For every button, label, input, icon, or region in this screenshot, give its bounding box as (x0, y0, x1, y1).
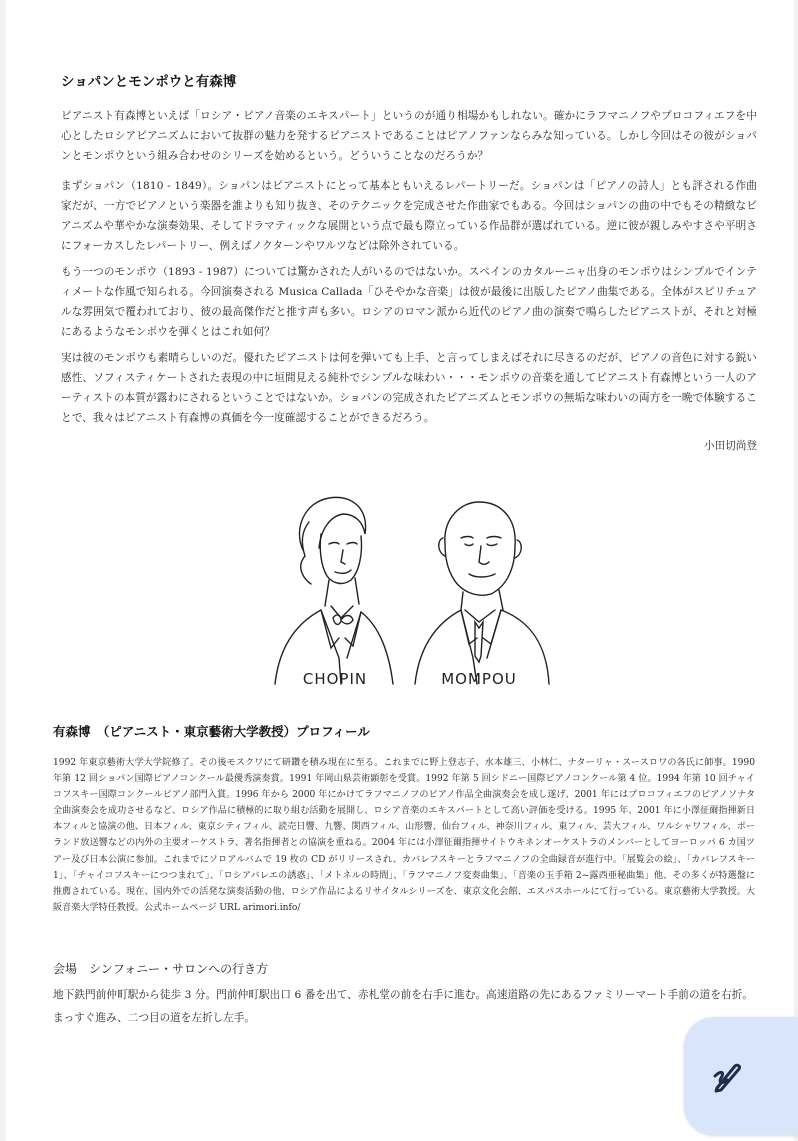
venue-title: 会場 シンフォニー・サロンへの行き方 (53, 962, 269, 976)
profile-title: 有森博 （ピアニスト・東京藝術大学教授）プロフィール (53, 724, 370, 739)
essay-author: 小田切尚登 (704, 440, 757, 452)
mompou-label: MOMPOU (441, 670, 517, 688)
annotate-button[interactable] (684, 1017, 798, 1135)
chopin-label: CHOPIN (302, 670, 368, 688)
profile-text: 1992 年東京藝術大学大学院修了。その後モスクワにて研鑽を積み現在に至る。これまでに野上登志子、水本雄三、小林仁、ナターリャ・スースロワの各氏に師事。1990 年第 12 回ショパン国際ピアノコンクール最優秀演奏賞。1991 年岡山県芸術顕彰を受賞。1992 年第 5 回シドニー国際ピアノコンクール第 4 位。1994 年第 10 回チャイコフスキー国際コンクールピアノ部門入賞。1996 年から 2000 年にかけてラフマニノフのピアノ作品全曲演奏会を成し遂げ、2001 年にはプロコフィエフのピアノソナタ全曲演奏会を成功させるなど、ロシア作品に積極的に取り組む活動を展開し、ロシア音楽のエキスパートとして高い評価を受ける。1995 年、2001 年に小澤征爾指揮新日本フィルと協演の他、日本フィル、東京シティフィル、読売日響、九響、関西フィル、山形響、仙台フィル、神奈川フィル、東フィル、芸大フィル、ワルシャワフィル、ポーランド放送響などの内外の主要オーケストラ、著名指揮者との協演を重ねる。2004 年には小澤征爾指揮サイトウキネンオーケストラのメンバーとしてヨーロッパ 6 カ国ツアー及び日本公演に参加。これまでにソロアルバムで 19 枚の CD がリリースされ、カバレフスキーとラフマニノフの全曲録音が進行中。「展覧会の絵」、「カバレフスキー1」、「チャイコフスキーにつつまれて」、「ロシアバレエの誘惑」、「メトネルの時間」、「ラフマニノフ変奏曲集」、「音楽の玉手箱 2~露西亜秘曲集」他、その多くが特選盤に推薦されている。現在、国内外での活発な演奏活動の他、ロシア作品によるリサイタルシリーズを、東京文化会館、エスパスホールにて行っている。東京藝術大学教授。大阪音楽大学特任教授。公式ホームページ URL arimori.info/ (53, 758, 755, 913)
portrait-illustration (265, 488, 555, 688)
pen-scribble-icon (711, 1058, 747, 1094)
essay-paragraph-3: もう一つのモンポウ（1893 - 1987）については驚かされた人がいるのではないか。スペインのカタルーニャ出身のモンポウはシンプルでインティメートな作風で知られる。今回演奏される Musica Callada「ひそやかな音楽」は彼が最後に出版したピアノ曲集である。全体がスピリチュアルな雰囲気で覆われており、彼の最高傑作だと推す声も多い。ロシアのロマン派から近代のピアノ曲の演奏で鳴らしたピアニストが、それと対極にあるようなモンポウを弾くとはこれ如何？ (61, 266, 757, 338)
page-edge-left (0, 0, 6, 1141)
venue-directions: 地下鉄門前仲町駅から徒歩 3 分。門前仲町駅出口 6 番を出て、赤札堂の前を右手に進む。高速道路の先にあるファミリーマート手前の道を右折。まっすぐ進み、二つ目の道を左折し左手。 (53, 989, 753, 1024)
essay-title: ショパンとモンポウと有森博 (61, 74, 237, 90)
essay-paragraph-1: ピアニスト有森博といえば「ロシア・ピアノ音楽のエキスパート」というのが通り相場かもしれない。確かにラフマニノフやプロコフィエフを中心としたロシアピアニズムにおいて抜群の魅力を発するピアニストであることはピアノファンならみな知っている。しかし今回はその彼がショパンとモンポウという組み合わせのシリーズを始めるという。どういうことなのだろうか？ (61, 110, 757, 162)
chopin-portrait (275, 497, 393, 684)
mompou-portrait (415, 502, 549, 684)
essay-paragraph-2: まずショパン（1810 - 1849）。ショパンはピアニストにとって基本ともいえるレパートリーだ。ショパンは「ピアノの詩人」とも評される作曲家だが、一方でピアノという楽器を誰よりも知り抜き、そのテクニックを完成させた作曲家でもある。今回はショパンの曲の中でもその精緻なピアニズムや華やかな演奏効果、そしてドラマティックな展開という点で最も際立っている作品群が選ばれている。逆に彼が親しみやすさや平明さにフォーカスしたレパートリー、例えばノクターンやワルツなどは除外されている。 (61, 180, 757, 252)
essay-paragraph-4: 実は彼のモンポウも素晴らしいのだ。優れたピアニストは何を弾いても上手、と言ってしまえばそれに尽きるのだが、ピアノの音色に対する鋭い感性、ソフィスティケートされた表現の中に垣間見える純朴でシンプルな味わい・・・モンポウの音楽を通してピアニスト有森博という一人のアーティストの本質が露わにされるということではないか。ショパンの完成されたピアニズムとモンポウの無垢な味わいの両方を一晩で体験することで、我々はピアニスト有森博の真価を今一度確認することができるだろう。 (61, 352, 757, 424)
page-edge-right (794, 0, 798, 1141)
